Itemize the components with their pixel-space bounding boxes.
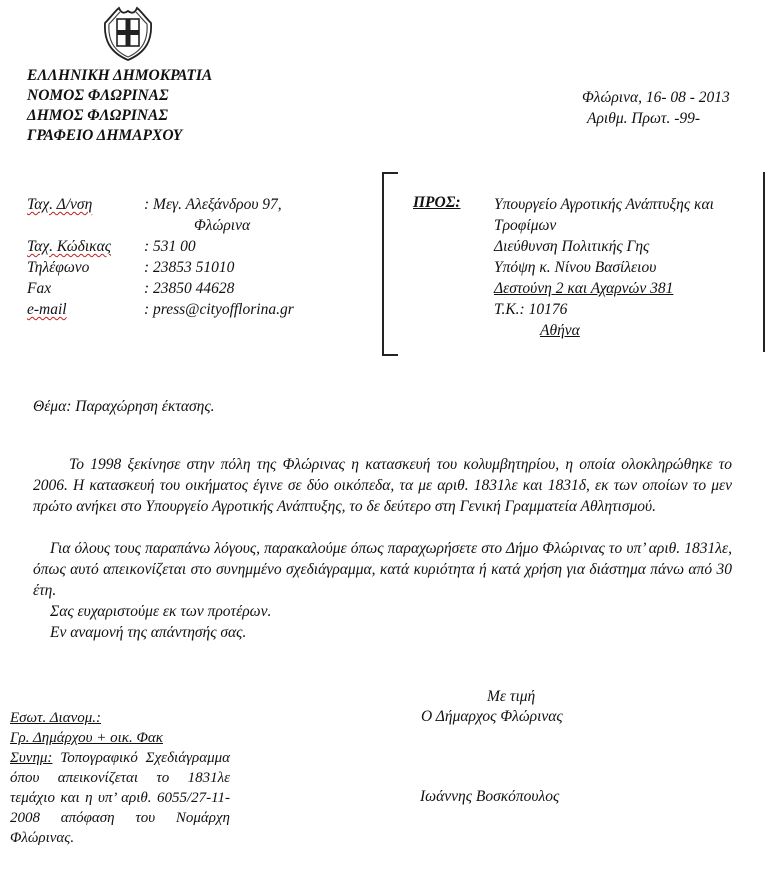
- address-city-row: [27, 215, 294, 236]
- signatory-title: Ο Δήμαρχος Φλώρινας: [421, 708, 563, 725]
- greek-emblem-icon: [101, 5, 155, 63]
- attachment-text: Τοπογραφικό Σχεδιάγραμμα όπου απεικονίζεται το 1831λε τεμάχιο και η υπ’ αριθ. 6055/27-11-2008 απόφαση του Νομάρχη Φλώρινας.: [10, 750, 231, 846]
- recipient-line-6: Τ.Κ.: 10176: [494, 301, 568, 318]
- fax-label: Fax: [27, 280, 52, 297]
- recipient-label: ΠΡΟΣ:: [413, 194, 461, 211]
- recipient-line-3: Διεύθυνση Πολιτικής Γης: [494, 238, 650, 255]
- recipient-line-2: Τροφίμων: [494, 217, 557, 234]
- postal-label: Ταχ. Κώδικας: [27, 238, 112, 255]
- fax-row: [27, 278, 294, 299]
- email-value: : press@cityofflorina.gr: [144, 301, 294, 318]
- attachment-block: [10, 748, 230, 848]
- distribution-line: Γρ. Δημάρχου + οικ. Φακ: [10, 730, 163, 746]
- recipient-line-1: Υπουργείο Αγροτικής Ανάπτυξης και: [494, 196, 714, 213]
- thanks-line: Σας ευχαριστούμε εκ των προτέρων.: [50, 603, 272, 620]
- attachment-label: Συνημ:: [10, 750, 53, 766]
- recipient-frame-right: [763, 172, 765, 352]
- email-label: e-mail: [27, 301, 67, 318]
- protocol-number: Αριθμ. Πρωτ. -99-: [587, 110, 701, 127]
- address-value: : Μεγ. Αλεξάνδρου 97,: [144, 196, 282, 213]
- header-line-3: ΔΗΜΟΣ ΦΛΩΡΙΝΑΣ: [27, 107, 168, 124]
- issuer-header: [27, 66, 212, 146]
- recipient-line-5: Δεστούνη 2 και Αχαρνών 381: [494, 280, 674, 297]
- address-row: [27, 194, 294, 215]
- subject-line: Θέμα: Παραχώρηση έκτασης.: [33, 398, 215, 415]
- header-line-2: ΝΟΜΟΣ ΦΛΩΡΙΝΑΣ: [27, 87, 169, 104]
- header-line-4: ΓΡΑΦΕΙΟ ΔΗΜΑΡΧΟΥ: [27, 127, 183, 144]
- awaiting-line: Εν αναμονή της απάντησής σας.: [50, 624, 247, 641]
- postal-row: [27, 236, 294, 257]
- body-paragraph-2: Για όλους τους παραπάνω λόγους, παρακαλούμε όπως παραχωρήσετε στο Δήμο Φλώρινας το υπ’ αριθ. 1831λε, όπως αυτό απεικονίζεται στο συνημμένο σχεδιάγραμμα, κατά κυριότητα ή κατά χρήση για διάστημα πάνω από 30 έτη.: [33, 540, 732, 599]
- address-label: Ταχ. Δ/νση: [27, 196, 93, 213]
- fax-value: : 23850 44628: [144, 280, 235, 297]
- letter-body: [33, 454, 732, 643]
- recipient-city: Αθήνα: [540, 322, 580, 339]
- signatory-name: Ιωάννης Βοσκόπουλος: [420, 788, 560, 805]
- phone-label: Τηλέφωνο: [27, 259, 90, 276]
- closing-regards: Με τιμή: [487, 688, 536, 705]
- contact-block: [27, 194, 294, 320]
- document-date: Φλώρινα, 16- 08 - 2013: [582, 89, 730, 106]
- internal-distribution: [10, 708, 163, 748]
- body-paragraph-1: Το 1998 ξεκίνησε στην πόλη της Φλώρινας η κατασκευή του κολυμβητηρίου, η οποία ολοκληρώθηκε το 2006. Η κατασκευή του οικήματος έγινε σε δύο οικόπεδα, τα με αριθ. 1831λε και 1831δ, εκ των οποίων το μεν πρώτο ανήκει στο Υπουργείο Αγροτικής Ανάπτυξης, το δε δεύτερο στη Γενική Γραμματεία Αθλητισμού.: [33, 456, 732, 515]
- email-row: [27, 299, 294, 320]
- distribution-label: Εσωτ. Διανομ.:: [10, 710, 102, 726]
- recipient-frame-left: [382, 172, 398, 356]
- recipient-line-4: Υπόψη κ. Νίνου Βασίλειου: [494, 259, 657, 276]
- phone-value: : 23853 51010: [144, 259, 235, 276]
- address-city: Φλώρινα: [194, 217, 251, 234]
- phone-row: [27, 257, 294, 278]
- header-line-1: ΕΛΛΗΝΙΚΗ ΔΗΜΟΚΡΑΤΙΑ: [27, 67, 213, 84]
- recipient-block: [494, 194, 762, 341]
- postal-value: : 531 00: [144, 238, 196, 255]
